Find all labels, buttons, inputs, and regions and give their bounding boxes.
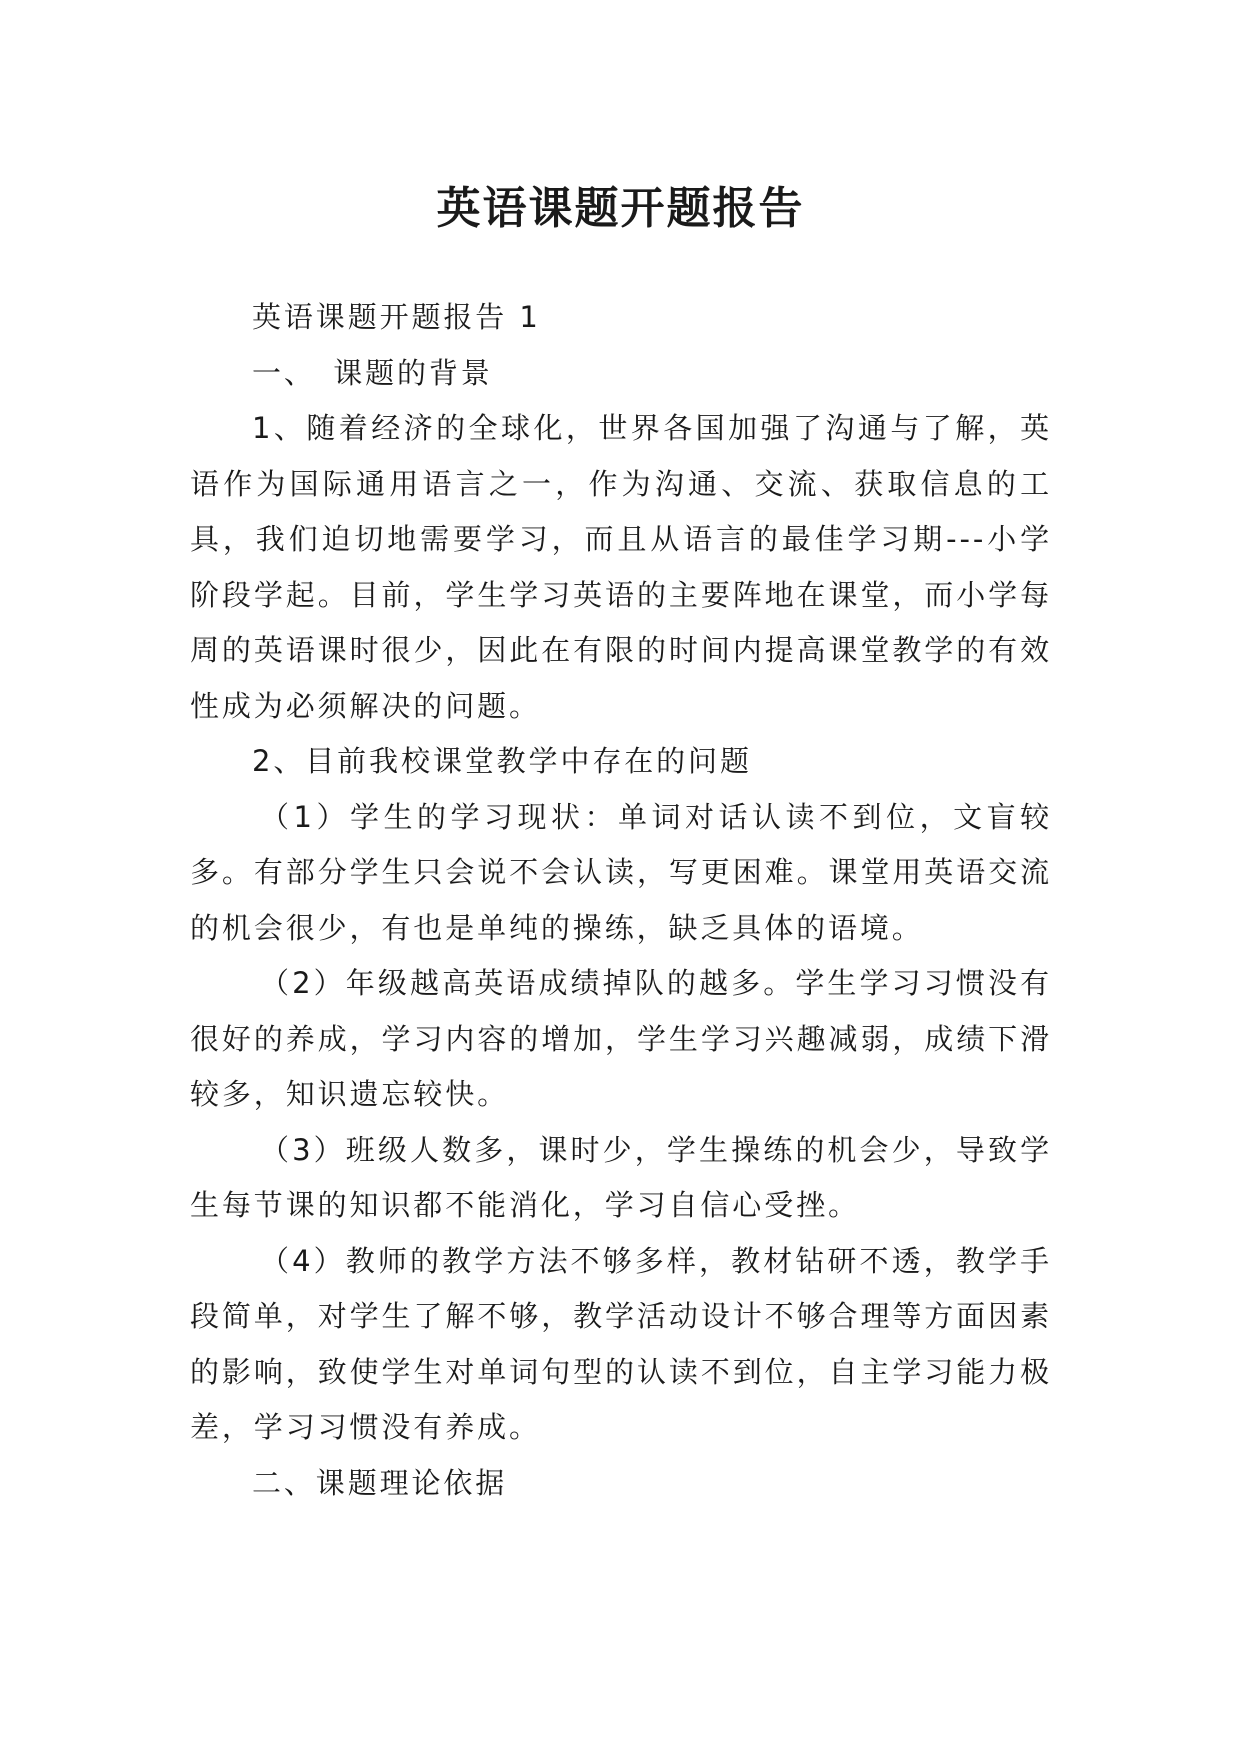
section-heading-theory: 二、课题理论依据 (252, 1465, 508, 1500)
paragraph-problem-2: （2）年级越高英语成绩掉队的越多。学生学习习惯没有很好的养成，学习内容的增加，学生学习兴趣减弱，成绩下滑较多，知识遗忘较快。 (190, 966, 1052, 1111)
paragraph-problem-3: （3）班级人数多，课时少，学生操练的机会少，导致学生每节课的知识都不能消化，学习自信心受挫。 (190, 1132, 1052, 1222)
document-body (190, 290, 1052, 1511)
section-heading-background: 一、 课题的背景 (252, 355, 493, 390)
paragraph-problem-4: （4）教师的教学方法不够多样，教材钻研不透，教学手段简单，对学生了解不够，教学活动设计不够合理等方面因素的影响，致使学生对单词句型的认读不到位，自主学习能力极差，学习习惯没有养成。 (190, 1243, 1052, 1444)
document-title: 英语课题开题报告 (436, 183, 805, 235)
paragraph-globalization: 1、随着经济的全球化，世界各国加强了沟通与了解，英语作为国际通用语言之一，作为沟通、交流、获取信息的工具，我们迫切地需要学习，而且从语言的最佳学习期---小学阶段学起。目前，学生学习英语的主要阵地在课堂，而小学每周的英语课时很少，因此在有限的时间内提高课堂教学的有效性成为必须解决的问题。 (190, 411, 1052, 723)
paragraph-problems-heading: 2、目前我校课堂教学中存在的问题 (252, 744, 752, 778)
report-subtitle: 英语课题开题报告 1 (252, 300, 541, 334)
paragraph-problem-1: （1）学生的学习现状：单词对话认读不到位，文盲较多。有部分学生只会说不会认读，写更困难。课堂用英语交流的机会很少，有也是单纯的操练，缺乏具体的语境。 (190, 799, 1052, 945)
